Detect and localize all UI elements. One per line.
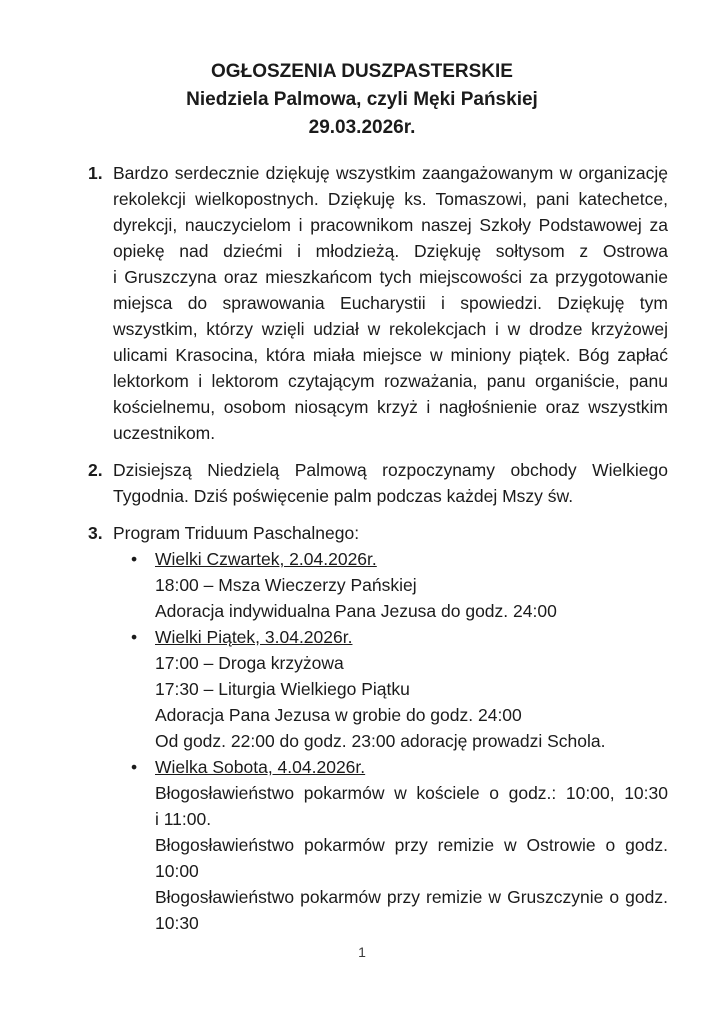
day-line: Adoracja Pana Jezusa w grobie do godz. 24:00 (155, 705, 522, 725)
bullet-icon: • (131, 757, 138, 777)
day-heading: Wielka Sobota, 4.04.2026r. (155, 757, 366, 777)
day-heading: Wielki Czwartek, 2.04.2026r. (155, 549, 377, 569)
document-subtitle: Niedziela Palmowa, czyli Męki Pańskiej (186, 89, 538, 110)
day-line: 18:00 – Msza Wieczerzy Pańskiej (155, 575, 417, 595)
triduum-schedule (113, 546, 668, 936)
bullet-icon: • (131, 627, 138, 647)
day-heading: Wielki Piątek, 3.04.2026r. (155, 627, 353, 647)
day-line: 17:30 – Liturgia Wielkiego Piątku (155, 679, 410, 699)
item-text: Program Triduum Paschalnego: (113, 523, 360, 543)
page-number: 1 (358, 944, 366, 960)
item-text: Bardzo serdecznie dziękuję wszystkim zaangażowanym w organizację rekolekcji wielkopostnych. Dziękuję ks. Tomaszowi, pani katechetce, dyrekcji, nauczycielom i pracownikom naszej Szkoły Podstawowej za opiekę nad dziećmi i młodzieżą. Dziękuję sołtysom z Ostrowa i Gruszczyna oraz mieszkańcom tych miejscowości za przygotowanie miejsca do sprawowania Eucharystii i spowiedzi. Dziękuję tym wszystkim, którzy wzięli udział w rekolekcjach i w drodze krzyżowej ulicami Krasocina, która miała miejsce w miniony piątek. Bóg zapłać lektorkom i lektorom czytającym rozważania, panu organiście, panu kościelnemu, osobom niosącym krzyż i nagłośnienie oraz wszystkim uczestnikom. (113, 163, 668, 443)
announcement-item-3 (88, 520, 668, 936)
announcement-item-1 (88, 160, 668, 446)
day-line: Od godz. 22:00 do godz. 23:00 adorację prowadzi Schola. (155, 731, 606, 751)
document-date: 29.03.2026r. (308, 117, 416, 138)
schedule-day-saturday (131, 754, 668, 936)
day-line: 17:00 – Droga krzyżowa (155, 653, 344, 673)
schedule-day-thursday (131, 546, 668, 624)
item-number: 2. (88, 460, 103, 480)
day-line: Błogosławieństwo pokarmów przy remizie w Gruszczynie o godz. 10:30 (155, 887, 668, 933)
announcement-list (88, 160, 668, 936)
day-line: Adoracja indywidualna Pana Jezusa do godz. 24:00 (155, 601, 557, 621)
schedule-day-friday (131, 624, 668, 754)
day-line: Błogosławieństwo pokarmów przy remizie w Ostrowie o godz. 10:00 (155, 835, 668, 881)
item-text: Dzisiejszą Niedzielą Palmową rozpoczynamy obchody Wielkiego Tygodnia. Dziś poświęcenie palm podczas każdej Mszy św. (113, 460, 668, 506)
item-number: 3. (88, 523, 103, 543)
item-number: 1. (88, 163, 103, 183)
day-line: Błogosławieństwo pokarmów w kościele o godz.: 10:00, 10:30 i 11:00. (155, 783, 668, 829)
announcement-item-2 (88, 457, 668, 509)
bullet-icon: • (131, 549, 138, 569)
document-title: OGŁOSZENIA DUSZPASTERSKIE (211, 61, 513, 82)
document-header (0, 58, 724, 142)
